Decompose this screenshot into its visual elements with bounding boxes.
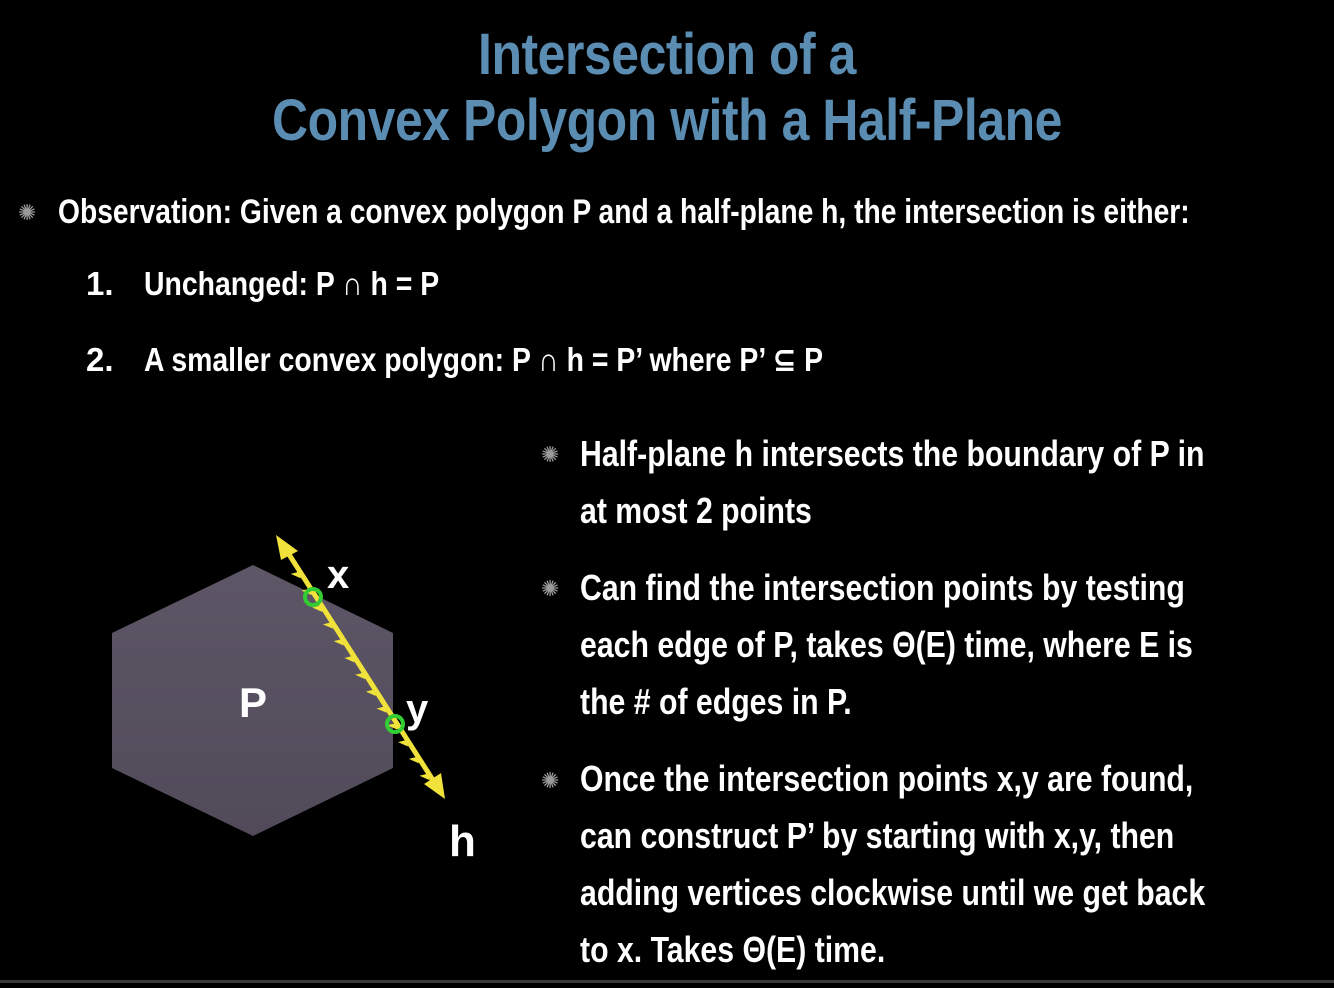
hatch-mark — [291, 572, 301, 579]
halfplane-label: h — [449, 817, 476, 866]
hatch-mark — [409, 757, 419, 764]
bullet-star-icon: ✺ — [541, 576, 560, 601]
bullet-2-line-2: each edge of P, takes Θ(E) time, where E is — [580, 624, 1193, 665]
bullet-3-line-4: to x. Takes Θ(E) time. — [580, 929, 886, 970]
bullet-1-line-2: at most 2 points — [580, 490, 812, 531]
case-2-text: A smaller convex polygon: P ∩ h = P’ where P’ ⊆ P — [144, 341, 824, 378]
bullet-star-icon: ✺ — [541, 768, 560, 793]
arrowhead-up-icon — [276, 535, 298, 560]
bullet-star-icon: ✺ — [541, 442, 560, 467]
case-1-text: Unchanged: P ∩ h = P — [144, 265, 440, 302]
bullet-3-line-3: adding vertices clockwise until we get back — [580, 872, 1206, 913]
polygon-label: P — [238, 679, 268, 726]
point-x-label: x — [327, 553, 350, 597]
bullet-3 — [580, 750, 1302, 978]
point-y-label: y — [406, 687, 429, 731]
bullet-star-icon: ✺ — [18, 200, 37, 225]
hatch-mark — [419, 773, 429, 780]
title-line-2: Convex Polygon with a Half-Plane — [271, 88, 1062, 153]
bullet-1-line-1: Half-plane h intersects the boundary of P in — [580, 433, 1205, 474]
case-1-number: 1. — [86, 265, 114, 302]
bullet-2 — [580, 559, 1302, 730]
observation-text: Observation: Given a convex polygon P and a half-plane h, the intersection is either: — [58, 193, 1190, 231]
bullet-3-line-2: can construct P’ by starting with x,y, then — [580, 815, 1175, 856]
hatch-mark — [398, 740, 408, 747]
bullet-3-line-1: Once the intersection points x,y are found, — [580, 758, 1194, 799]
bullet-2-line-3: the # of edges in P. — [580, 681, 852, 722]
bottom-rule — [0, 980, 1334, 983]
bullet-2-line-1: Can find the intersection points by testing — [580, 567, 1185, 608]
title-line-1: Intersection of a — [478, 22, 856, 87]
case-2-number: 2. — [86, 341, 114, 378]
polygon-halfplane-diagram — [0, 500, 540, 900]
bullet-1 — [580, 425, 1302, 539]
